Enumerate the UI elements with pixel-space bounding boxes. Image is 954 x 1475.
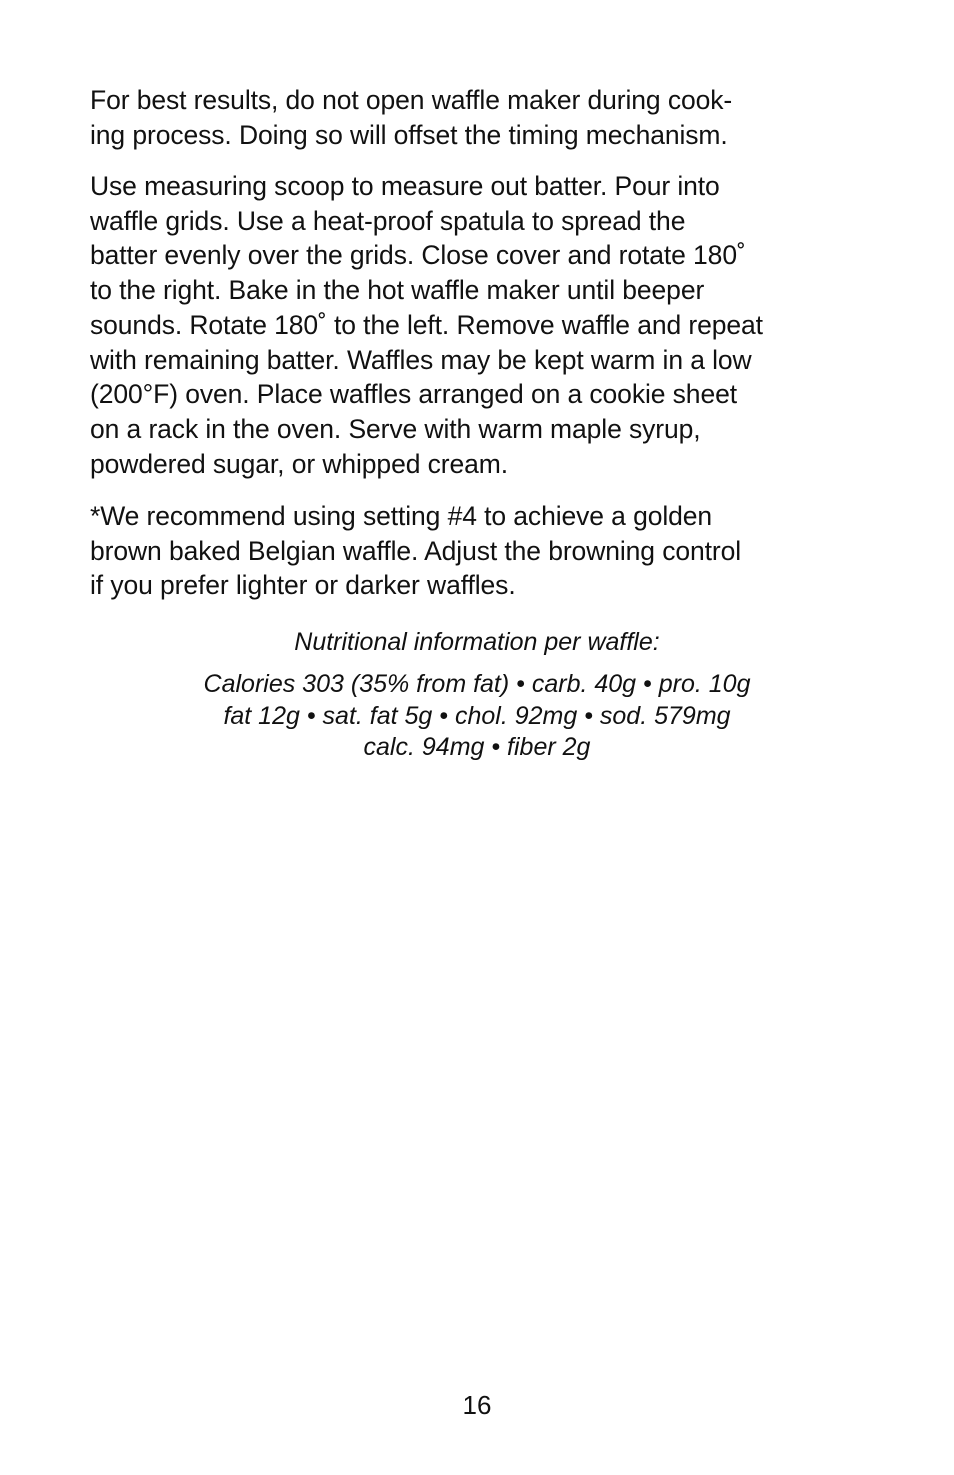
text-line: For best results, do not open waffle maker during cook-	[90, 85, 733, 115]
text-line: to the right. Bake in the hot waffle maker until beeper	[90, 275, 705, 306]
text-line: brown baked Belgian waffle. Adjust the browning control	[90, 535, 742, 566]
text-line: (200°F) oven. Place waffles arranged on a cookie sheet	[90, 379, 737, 410]
text-line: if you prefer lighter or darker waffles.	[90, 570, 516, 601]
page-number: 16	[462, 1390, 492, 1420]
text-line: sounds. Rotate 180˚ to the left. Remove waffle and repeat	[90, 309, 763, 340]
recommendation-paragraph	[90, 499, 870, 603]
nutrition-line: fat 12g • sat. fat 5g • chol. 92mg • sod. 579mg	[223, 701, 731, 730]
batter-instruction-paragraph	[90, 169, 870, 481]
text-line: with remaining batter. Waffles may be kept warm in a low	[90, 344, 752, 375]
nutrition-facts	[0, 669, 954, 764]
text-line: Use measuring scoop to measure out batter. Pour into	[90, 171, 720, 201]
nutrition-line: Calories 303 (35% from fat) • carb. 40g • pro. 10g	[203, 670, 751, 698]
text-line: powdered sugar, or whipped cream.	[90, 448, 508, 479]
text-line: on a rack in the oven. Serve with warm maple syrup,	[90, 413, 701, 444]
nutrition-line: calc. 94mg • fiber 2g	[363, 733, 591, 761]
nutrition-heading: Nutritional information per waffle:	[294, 628, 660, 656]
text-line: waffle grids. Use a heat-proof spatula to spread the	[90, 205, 686, 236]
text-line: batter evenly over the grids. Close cover and rotate 180˚	[90, 240, 746, 271]
timing-instruction-paragraph	[90, 83, 870, 152]
text-line: *We recommend using setting #4 to achieve a golden	[90, 501, 713, 531]
text-line: ing process. Doing so will offset the timing mechanism.	[90, 119, 728, 150]
